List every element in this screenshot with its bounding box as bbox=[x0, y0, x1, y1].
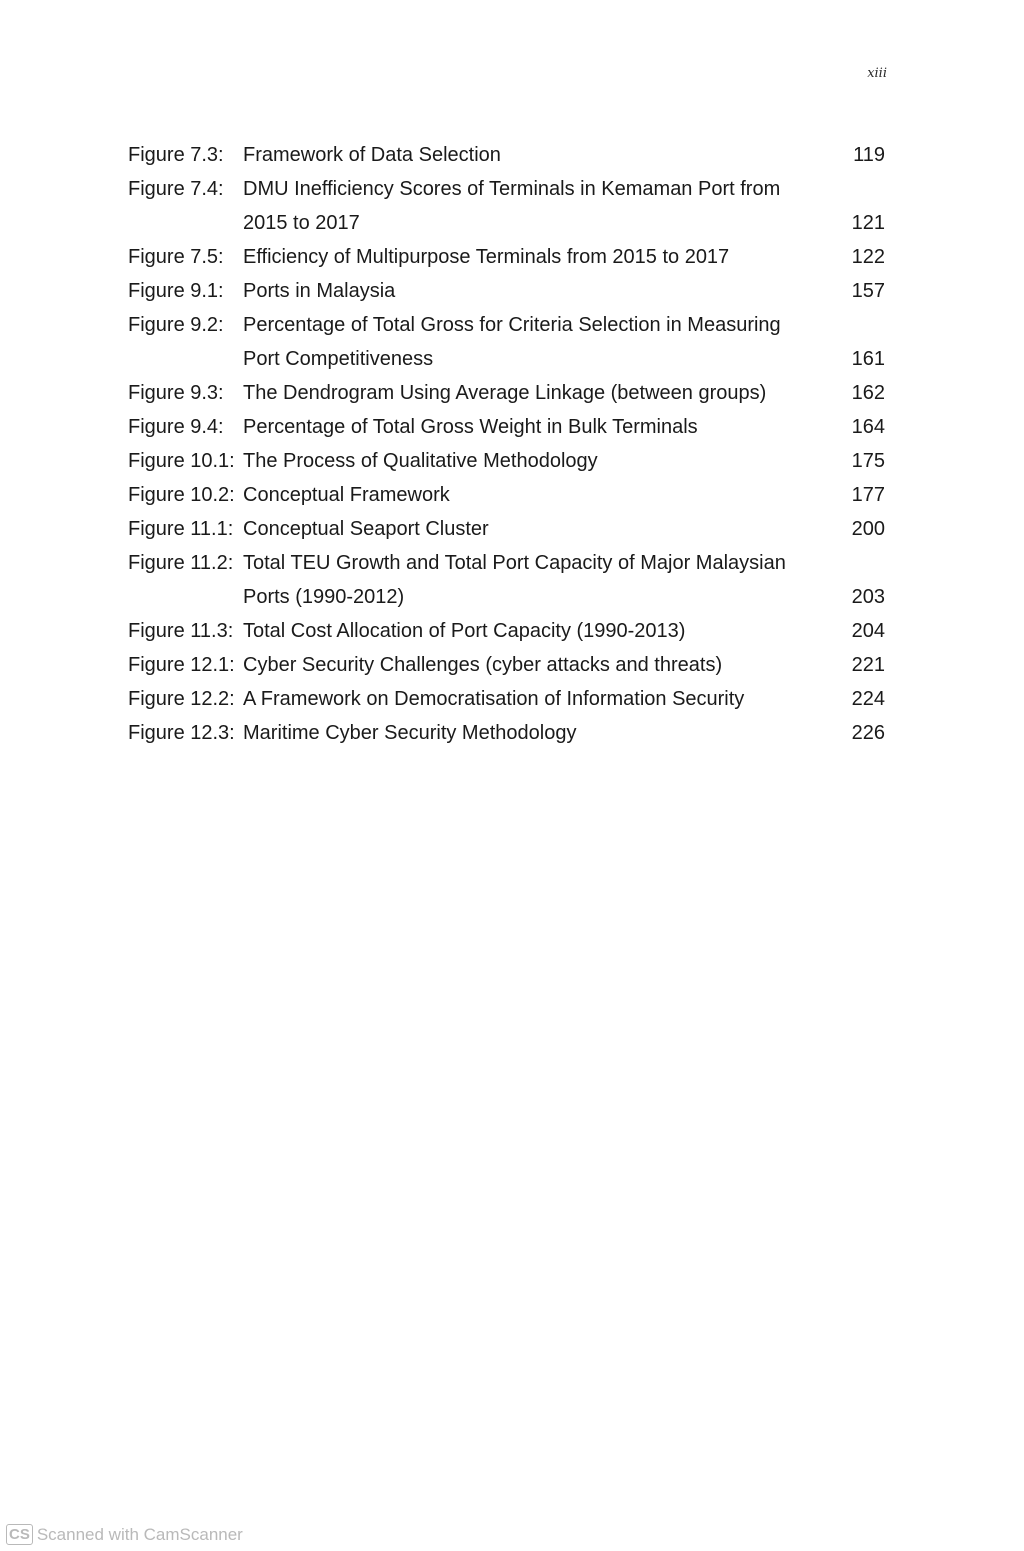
figure-page-number: 177 bbox=[851, 484, 885, 506]
figure-title: A Framework on Democratisation of Information Security bbox=[243, 688, 745, 710]
figure-label: Figure 12.1: bbox=[128, 654, 235, 676]
figure-entry bbox=[128, 648, 888, 682]
figure-entry bbox=[128, 410, 888, 444]
figure-label: Figure 10.2: bbox=[128, 484, 235, 506]
figure-label: Figure 10.1: bbox=[128, 450, 235, 472]
page-number: xiii bbox=[867, 66, 887, 81]
figure-entry bbox=[128, 546, 888, 614]
figure-page-number: 162 bbox=[851, 382, 885, 404]
figure-page-number: 164 bbox=[851, 416, 885, 438]
figure-title: Percentage of Total Gross Weight in Bulk Terminals bbox=[243, 416, 698, 438]
figure-entry bbox=[128, 274, 888, 308]
figure-page-number: 226 bbox=[851, 722, 885, 744]
figure-page-number: 203 bbox=[851, 586, 885, 608]
figure-title: Conceptual Framework bbox=[243, 484, 450, 506]
figure-page-number: 221 bbox=[851, 654, 885, 676]
figure-title: Maritime Cyber Security Methodology bbox=[243, 722, 577, 744]
figure-label: Figure 12.2: bbox=[128, 688, 235, 710]
figure-label: Figure 11.3: bbox=[128, 620, 234, 642]
list-of-figures bbox=[128, 138, 888, 750]
figure-page-number: 157 bbox=[851, 280, 885, 302]
figure-title: Conceptual Seaport Cluster bbox=[243, 518, 489, 540]
figure-title: Ports in Malaysia bbox=[243, 280, 396, 302]
figure-page-number: 175 bbox=[851, 450, 885, 472]
figure-title: Total TEU Growth and Total Port Capacity of Major Malaysian Ports (1990-2012) bbox=[243, 552, 786, 608]
figure-label: Figure 9.3: bbox=[128, 382, 224, 404]
figure-entry bbox=[128, 240, 888, 274]
camscanner-watermark bbox=[6, 1524, 243, 1545]
figure-title: Framework of Data Selection bbox=[243, 144, 501, 166]
watermark-text: Scanned with CamScanner bbox=[36, 1524, 243, 1544]
figure-entry bbox=[128, 308, 888, 376]
figure-label: Figure 7.4: bbox=[128, 178, 224, 200]
figure-entry bbox=[128, 478, 888, 512]
figure-label: Figure 9.2: bbox=[128, 314, 224, 336]
camscanner-logo-icon: CS bbox=[6, 1524, 33, 1545]
figure-title: Total Cost Allocation of Port Capacity (1990-2013) bbox=[243, 620, 686, 642]
figure-label: Figure 11.2: bbox=[128, 552, 234, 574]
figure-label: Figure 7.3: bbox=[128, 144, 224, 166]
figure-label: Figure 11.1: bbox=[128, 518, 234, 540]
figure-title: Cyber Security Challenges (cyber attacks and threats) bbox=[243, 654, 723, 676]
figure-title: Percentage of Total Gross for Criteria Selection in Measuring Port Competitiveness bbox=[243, 314, 781, 370]
figure-page-number: 121 bbox=[851, 212, 885, 234]
figure-label: Figure 7.5: bbox=[128, 246, 224, 268]
figure-title: The Process of Qualitative Methodology bbox=[243, 450, 598, 472]
figure-page-number: 161 bbox=[851, 348, 885, 370]
figure-page-number: 200 bbox=[851, 518, 885, 540]
figure-page-number: 119 bbox=[853, 144, 885, 166]
figure-title: DMU Inefficiency Scores of Terminals in Kemaman Port from 2015 to 2017 bbox=[243, 178, 781, 234]
figure-entry bbox=[128, 444, 888, 478]
figure-page-number: 122 bbox=[851, 246, 885, 268]
figure-label: Figure 9.1: bbox=[128, 280, 224, 302]
figure-entry bbox=[128, 614, 888, 648]
figure-entry bbox=[128, 716, 888, 750]
figure-label: Figure 12.3: bbox=[128, 722, 235, 744]
figure-page-number: 224 bbox=[851, 688, 885, 710]
figure-entry bbox=[128, 682, 888, 716]
figure-page-number: 204 bbox=[851, 620, 885, 642]
figure-title: The Dendrogram Using Average Linkage (between groups) bbox=[243, 382, 767, 404]
figure-entry bbox=[128, 172, 888, 240]
figure-entry bbox=[128, 138, 888, 172]
figure-label: Figure 9.4: bbox=[128, 416, 224, 438]
figure-entry bbox=[128, 376, 888, 410]
figure-title: Efficiency of Multipurpose Terminals from 2015 to 2017 bbox=[243, 246, 730, 268]
figure-entry bbox=[128, 512, 888, 546]
